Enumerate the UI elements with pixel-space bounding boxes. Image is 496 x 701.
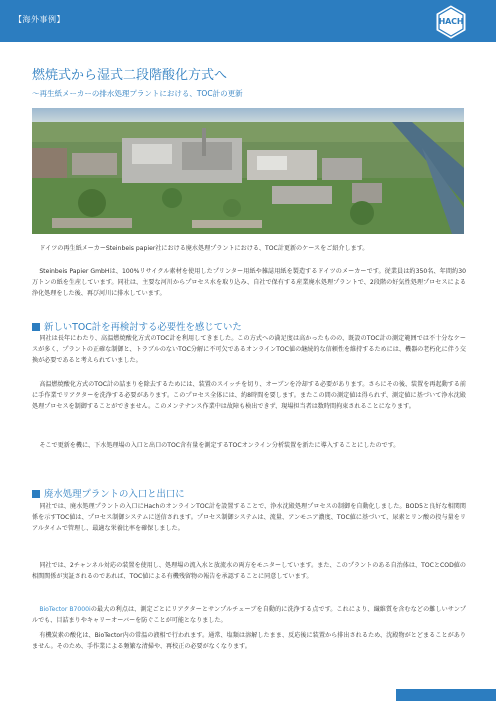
inlet-paragraph-1: 同社では、廃水処理プラントの入口にHachのオンラインTOC計を設置することで、浄水沈殿処理プロセスの制御を自動化しました。BOD5と良好な相関関係を示すTOC値は、プロセス制御システムに送信されます。プロセス制御システムは、流量、アンモニア濃度、TOC値に基づいて、尿素とリン酸の投与量をリアルタイムで管理し、最適な栄養比率を確保しました。 (32, 503, 466, 532)
bullet-square-icon (32, 323, 40, 331)
inlet-paragraph-2: 同社では、2チャンネル対応の装置を使用し、処理場の流入水と放流水の両方をモニターしています。また、このプラントのある自治体は、TOCとCOD値の相関関係が実証されるのであれば、TOC値による有機残留物の報告を承認することに同意しています。 (32, 562, 466, 580)
section-heading-inlet-outlet (32, 486, 466, 500)
case-category-label: 【海外事例】 (14, 15, 65, 24)
aerial-photo (32, 108, 464, 234)
need-paragraph-1: 同社は長年にわたり、高温燃焼酸化方式のTOC計を利用してきました。この方式への満足度は高かったものの、既設のTOC計の測定範囲では不十分なケースが多く、プラントの正確な制御と、トラブルのないTOC分解に不可欠であるオンラインTOC値の継続的な信頼性を維持するためには、機器の老朽化に伴う交換が必要であると考えられていました。 (32, 335, 466, 364)
section-heading-text: 廃水処理プラントの入口と出口に (44, 489, 185, 500)
logo-text: HACH (438, 17, 464, 26)
company-paragraph: Steinbeis Papier GmbHは、100%リサイクル素材を使用したプリンター用紙や雑誌用紙を製造するドイツのメーカーです。従業員は約350名、年間約30万トンの紙を生産しています。同社は、主要な河川からプロセス水を取り込み、自社で保有する産業廃水処理プラントで、2段階の好気性処理プロセスによる浄化処理をした後、再び河川に排水しています。 (32, 268, 466, 297)
inlet-paragraph-4: 有機炭素の酸化は、BioTector内の常温の液相で行われます。通常、塩類は溶解したまま、反応後に装置から排出されるため、沈殿物がとどまることがありません。そのため、手作業による頻繁な清掃や、再校正の必要がなくなります。 (32, 632, 466, 650)
page-subtitle: 〜再生紙メーカーの排水処理プラントにおける、TOC計の更新 (32, 89, 243, 98)
bullet-square-icon (32, 490, 40, 498)
intro-paragraph: ドイツの再生紙メーカーSteinbeis papier社における廃水処理プラントにおける、TOC計更新のケースをご紹介します。 (39, 245, 369, 252)
product-link[interactable]: BioTector B7000i (39, 606, 91, 613)
need-paragraph-3: そこで更新を機に、下水処理場の入口と出口のTOC含有量を測定するTOCオンライン分析装置を新たに導入することにしたのです。 (39, 442, 400, 449)
inlet-paragraph-3 (32, 604, 466, 626)
header-bar (0, 0, 496, 42)
inlet-paragraph-3-text: の最大の利点は、測定ごとにリアクターとサンプルチューブを自動的に洗浄する点です。これにより、繊維質を含むなどの難しいサンプルでも、目詰まりやキャリーオーバーを防ぐことが可能となりました。 (32, 606, 466, 624)
need-paragraph-2: 高温燃焼酸化方式のTOC計の詰まりを除去するためには、装置のスイッチを切り、オーブンを冷却する必要があります。さらにその後、装置を再起動する前に手作業でリアクターを洗浄する必要があります。このプロセス全体には、約8時間を要します。またこの間の測定値は得られず、測定値に基づいて浄水沈殿処理プロセスを制御することができません。このメンテナンス作業中は故障も検出できず、現場担当者は数時間拘束されることになります。 (32, 381, 466, 410)
section-heading-need (32, 319, 466, 333)
section-heading-text: 新しいTOC計を再検討する必要性を感じていた (44, 322, 242, 333)
page-title: 燃焼式から湿式二段階酸化方式へ (32, 68, 228, 83)
footer-bar (396, 689, 496, 701)
